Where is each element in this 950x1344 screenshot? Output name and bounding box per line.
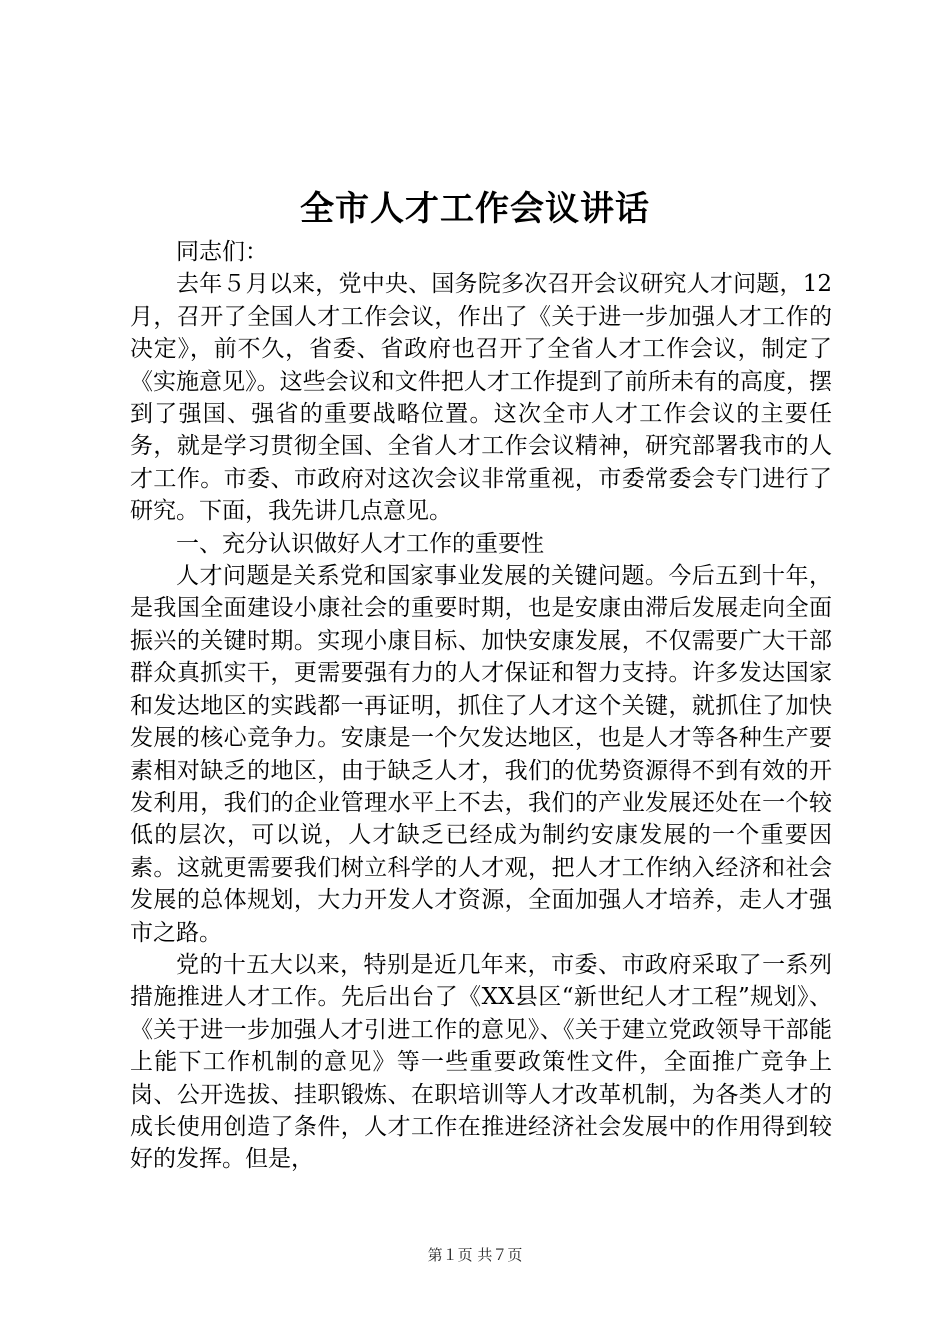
body-paragraph: 党的十五大以来，特别是近几年来，市委、市政府采取了一系列措施推进人才工作。先后出台了《XX县区“新世纪人才工程”规划》、《关于进一步加强人才引进工作的意见》、《关于建立党政领导干部能上能下工作机制的意见》等一些重要政策性文件，全面推广竞争上岗、公开选拔、挂职锻炼、在职培训等人才改革机制，为各类人才的成长使用创造了条件，人才工作在推进经济社会发展中的作用得到较好的发挥。但是， xyxy=(130,951,832,1173)
body-paragraph: 人才问题是关系党和国家事业发展的关键问题。今后五到十年，是我国全面建设小康社会的重要时期，也是安康由滞后发展走向全面振兴的关键时期。实现小康目标、加快安康发展，不仅需要广大干部群众真抓实干，更需要强有力的人才保证和智力支持。许多发达国家和发达地区的实践都一再证明，抓住了人才这个关键，就抓住了加快发展的核心竞争力。安康是一个欠发达地区，也是人才等各种生产要素相对缺乏的地区，由于缺乏人才，我们的优势资源得不到有效的开发利用，我们的企业管理水平上不去，我们的产业发展还处在一个较低的层次，可以说，人才缺乏已经成为制约安康发展的一个重要因素。这就更需要我们树立科学的人才观，把人才工作纳入经济和社会发展的总体规划，大力开发人才资源，全面加强人才培养，走人才强市之路。 xyxy=(130,563,832,946)
salutation-paragraph: 同志们： xyxy=(176,239,268,265)
page-number-footer: 第１页 共７页 xyxy=(427,1246,523,1264)
body-paragraph: 去年５月以来，党中央、国务院多次召开会议研究人才问题，12月，召开了全国人才工作会议，作出了《关于进一步加强人才工作的决定》，前不久，省委、省政府也召开了全省人才工作会议，制定了《实施意见》。这些会议和文件把人才工作提到了前所未有的高度，摆到了强国、强省的重要战略位置。这次全市人才工作会议的主要任务，就是学习贯彻全国、全省人才工作会议精神，研究部署我市的人才工作。市委、市政府对这次会议非常重视，市委常委会专门进行了研究。下面，我先讲几点意见。 xyxy=(130,271,832,525)
document-body xyxy=(130,236,832,1176)
document-title: 全市人才工作会议讲话 xyxy=(300,189,650,229)
section-heading: 一、充分认识做好人才工作的重要性 xyxy=(176,530,544,557)
